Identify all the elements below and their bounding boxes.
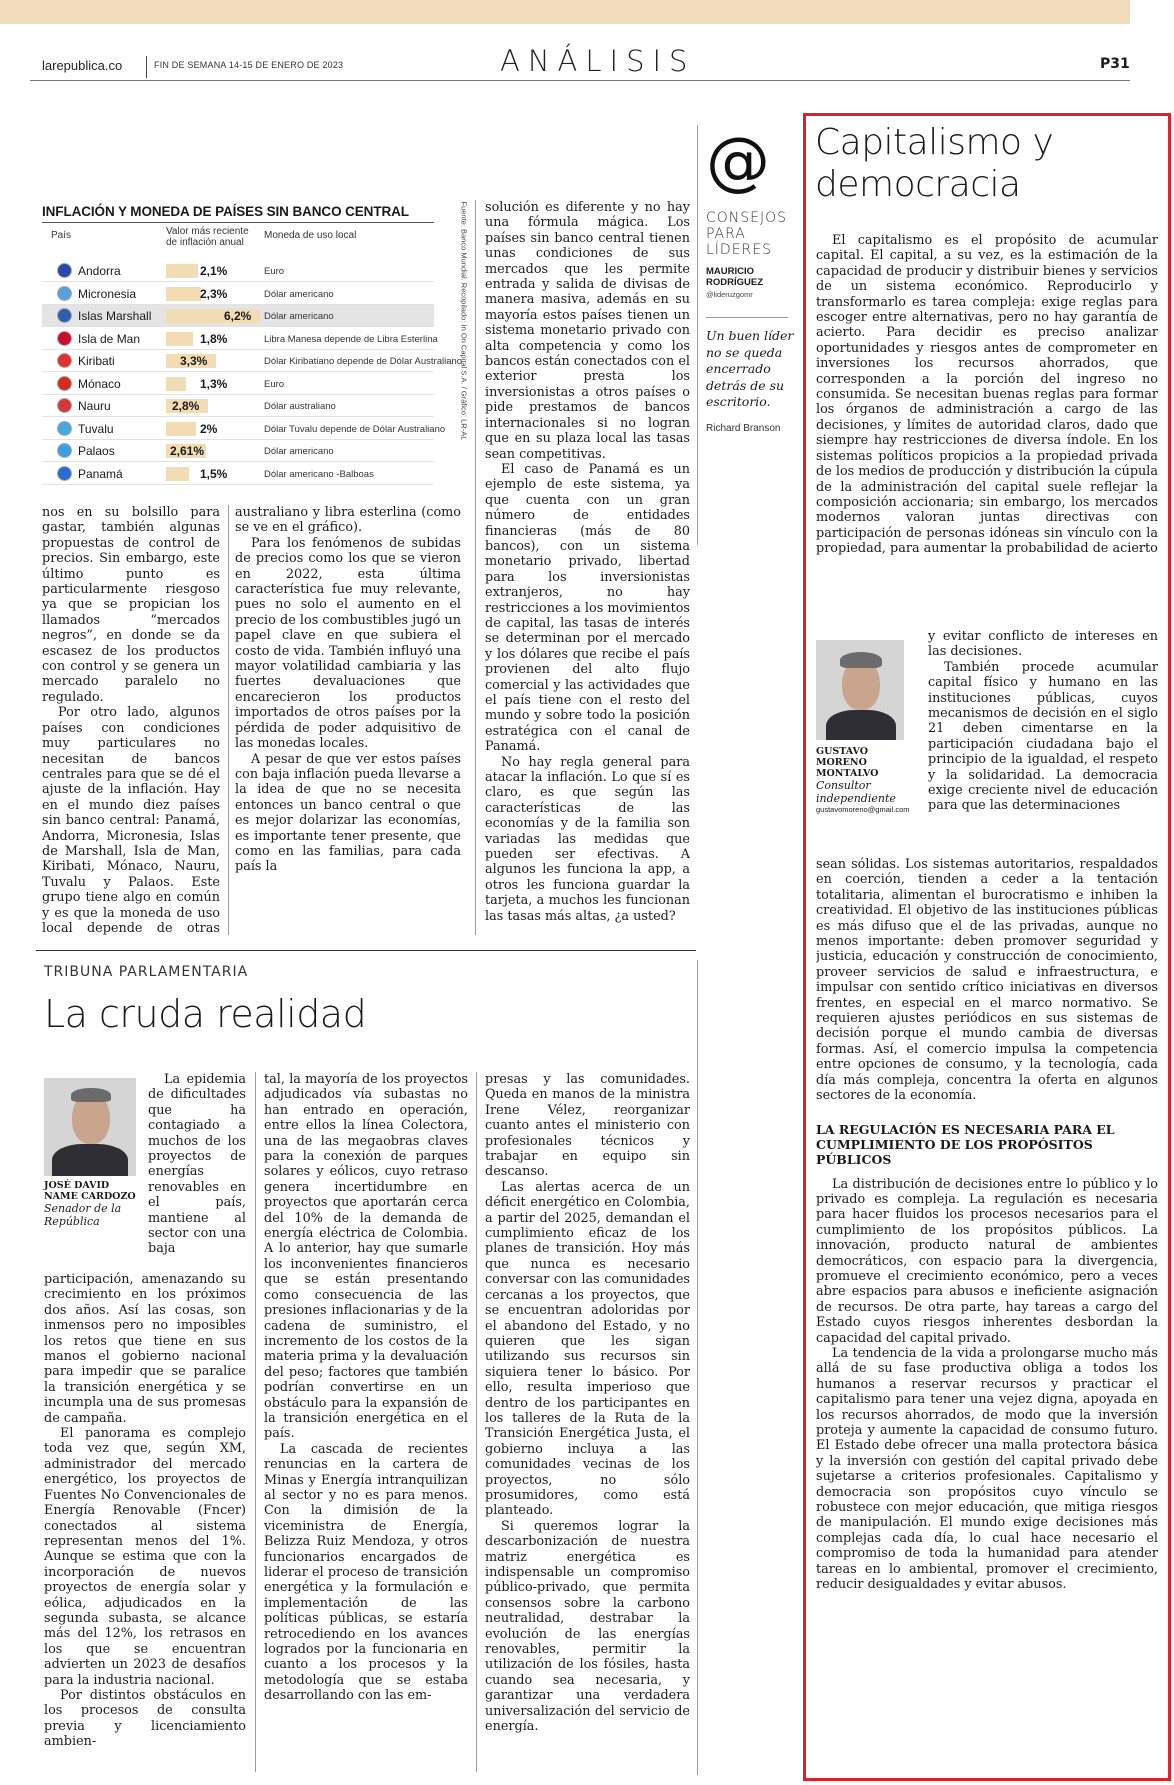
paragraph: La distribución de decisiones entre lo público y lo privado es compleja. La regulación es necesaria para hacer fluidos los procesos necesarios para el cumplimiento de los propósitos públicos. La innovación, producto natural de ambientes democráticos, con espacio para la divergencia, promueve el crecimiento económico, pero a veces abre espacios para abusos e ineficiente asignación de recursos. De otra parte, hay tareas a cargo del Estado cuyos riesgos inherentes desbordan la capacidad del capital privado. [816,1176,1158,1346]
table-row [42,373,434,395]
inflation-value: 3,3% [180,354,208,368]
paragraph: La tendencia de la vida a prolongarse mucho más allá de su fase productiva obliga a todos los humanos a reservar recursos y practicar el capitalismo para tener una vejez digna, apoyada en los recursos ahorrados, de modo que la inversión proteja y aumente la capacidad de consumo futuro. El Estado debe ofrecer una malla protectora básica y la inversión con gestión del capital privado debe sujetarse a criterios profesionales. Capitalismo y democracia son propósitos cuyo vínculo se robustece con mejor educación, que mitiga riesgos de manipulación. El mundo exige decisiones más complejas cada día, lo cual hace necesario el compromiso de toda la humanidad para atender tareas en lo ambiental, promover el crecimiento, reducir desigualdades y evitar abusos. [816,1345,1158,1593]
quote-source: Richard Branson [706,422,781,434]
flag-icon [57,308,72,323]
header-rule [30,80,1130,81]
author-photo [816,640,904,740]
page-header [0,44,1174,84]
inflation-value: 2% [200,421,218,436]
paragraph: participación, amenazando su crecimiento en los próximos dos años. Así las cosas, son inmensos pero no imposibles los retos que tiene en sus manos el gobierno nacional para impedir que se paralice la transición energética y se incumpla una de sus promesas de campaña. [44,1272,246,1426]
article3-col2 [264,1072,468,1772]
paragraph: El caso de Panamá es un ejemplo de este sistema, ya que cuenta con un gran número de entidades financieras (más de 80 bancos), con un sistema monetario privado, libertad para los inversionistas extranjeros, no hay restricciones a los movimientos de capital, las tasas de interés se determinan por el mercado y los dólares que recibe el país provienen del alto flujo comercial y las actividades que el país tiene con el resto del mundo y sobre todo la posición estratégica con el canal de Panamá. [485,461,690,755]
paragraph: El panorama es complejo toda vez que, según XM, administrador del mercado energético, los proyectos de Fuentes No Convencionales de Energía Renovable (Fncer) conectados al sistema representan menos del 1%. Aunque se estima que con la incorporación de nuevos proyectos de energía solar y eólica, adjudicados en la segunda subasta, se alcance más del 12%, los retrasos en los que se encuentran advierten un 2023 de desafíos para la industria nacional. [44,1426,246,1688]
inflation-value: 1,5% [200,466,228,481]
inflation-value: 6,2% [224,309,252,323]
inflation-bar [166,287,201,301]
paragraph: Por otro lado, algunos países con condiciones muy particulares no necesitan de bancos centrales para que se dé el ajuste de la inflación. Hay en el mundo diez países sin banco central: Panamá, Andorra, Micronesia, Islas de Marshall, Isla de Man, Kiribati, Mónaco, Nauru, Tuvalu y Palaos. Este grupo tiene algo en común y es que la moneda de uso local depende de otras [42,705,220,935]
column-header-currency: Moneda de uso local [264,230,357,241]
article3-col1 [44,1272,246,1772]
currency-name: Dólar Kiribatiano depende de Dólar Australiano [264,356,463,367]
flag-icon [57,331,72,346]
paragraph: También procede acumular capital físico y humano en las instituciones públicas, cuyos mecanismos de decisión en el siglo 21 deben cimentarse en la participación ciudadana bajo el principio de la igualdad, el respeto y la solidaridad. La democracia exige creciente nivel de educación para que las determinaciones [928,659,1158,814]
table-row [42,395,434,417]
section-divider [36,950,696,951]
article2-subhead: LA REGULACIÓN ES NECESARIA PARA EL CUMPLIMIENTO DE LOS PROPÓSITOS PÚBLICOS [816,1121,1115,1167]
column-divider [697,960,698,1775]
paragraph: La epidemia de dificultades que ha contagiado a muchos de los proyectos de energías renovables en el país, mantiene al sector con una baja [148,1072,246,1257]
country-name: Mónaco [78,376,121,391]
inflation-value: 1,8% [200,331,228,346]
column-divider [255,1072,256,1772]
inflation-bar [166,422,196,436]
article3-kicker: TRIBUNA PARLAMENTARIA [44,964,249,980]
author-email: gustavomoreno@gmail.com [816,805,910,814]
paragraph: A pesar de que ver estos países con baja inflación pueda llevarse a la idea de que no se necesita entonces un banco central o que es mejor dolarizar las economías, es importante tener presente, que como en las familias, para cada país la [235,751,461,875]
author-name: GUSTAVO MORENO MONTALVO [816,746,879,779]
table-row [42,283,434,305]
article2-body [816,857,1158,1767]
flag-icon [57,443,72,458]
table-row [42,260,434,282]
page-number: P31 [1100,56,1130,72]
paragraph: solución es diferente y no hay una fórmula mágica. Los países sin banco central tienen unas condiciones de sus mercados que les permite entrada y salida de divisas de manera masiva, además en su mayoría estos países tienen un sistema monetario privado con alta competencia y como los bancos están conectados con el exterior presta los inversionistas a otros países o pide prestamos de bancos internacionales si no logran que en su plaza local las tasas sean competitivas. [485,200,690,462]
paragraph: Las alertas acerca de un déficit energético en Colombia, a partir del 2025, demandan el cumplimiento eficaz de los planes de transición. Hoy más que nunca es necesario conversar con las comunidades cercanas a los proyectos, que se encuentran adoloridas por el abandono del Estado, y no quieren que les sigan utilizando sus recursos sin siquiera tener lo básico. Por ello, resulta imperioso que dentro de los participantes en los talleres de la Ruta de la Transición Energética Justa, el gobierno incluya a las comunidades vecinas de los proyectos, no sólo prosumidores, como está planteado. [485,1179,690,1519]
consejos-quote: Un buen líder no se queda encerrado detrás de su escritorio. [706,328,794,409]
table-row [42,418,446,440]
table-row [42,305,434,327]
site-name: larepublica.co [42,58,123,73]
paragraph: australiano y libra esterlina (como se ve en el gráfico). [235,505,461,536]
table-row [42,463,434,485]
inflation-bar [166,377,186,391]
flag-icon [57,466,72,481]
country-name: Palaos [78,444,115,458]
article1-col1 [42,505,220,935]
consejos-author: MAURICIO RODRÍGUEZ [706,266,763,288]
article3-wrap [148,1072,246,1274]
table-row [42,350,463,372]
column-divider [697,125,698,545]
at-symbol-icon: @ [706,125,770,199]
chart-source: Fuente: Banco Mundial. Recopilado: In On Capital S.A. / Gráfico: LR-AL [459,201,469,441]
paragraph: y evitar conflicto de intereses en las decisiones. [928,629,1158,660]
row-divider [42,484,434,485]
country-name: Panamá [78,466,123,481]
article2-intro [816,233,1158,617]
paragraph: Por distintos obstáculos en los procesos de consulta previa y licenciamiento ambien- [44,1687,246,1750]
author-byline [816,746,908,814]
column-divider [476,1072,477,1772]
flag-icon [57,376,72,391]
chart-title: INFLACIÓN Y MONEDA DE PAÍSES SIN BANCO CENTRAL [42,204,409,219]
article1-col2 [235,505,461,935]
column-header-country: País [51,230,72,241]
author-role: Senador de la República [44,1202,122,1228]
country-name: Islas Marshall [78,309,152,323]
currency-name: Euro [264,266,285,277]
inflation-value: 2,1% [200,264,228,278]
currency-name: Dólar Tuvalu depende de Dólar Australiano [264,423,446,435]
flag-icon [57,286,72,301]
consejos-divider [706,317,788,318]
chart-rule [42,222,434,223]
paragraph: El capitalismo es el propósito de acumular capital. El capital, a su vez, es la estimación de la capacidad de producir y distribuir bienes y servicios de un sistema económico. Reproducirlo y transformarlo es tarea compleja: exige reglas para escoger entre alternativas, pero no hay garantía de acierto. Para decidir es preciso analizar oportunidades y riesgos antes de comprometer en inversiones los recursos ahorrados, que corresponden a la porción del ingreso no consumida. Se necesitan buenas reglas para formar los órganos de administración a cargo de las decisiones, y límites de autoridad claros, dado que siempre hay restricciones de diversa índole. En los sistemas políticos propicios a la propiedad privada de los medios de producción y distribución la cúpula de la administración del capital suele reflejar la composición accionaria; sin embargo, los mercados modernos valoran juntas directivas con participación de personas idóneas sin vínculo con la propiedad, para aumentar la probabilidad de acierto [816,233,1158,557]
article3-col3 [485,1072,690,1772]
currency-name: Dólar australiano [264,401,336,412]
issue-date: FIN DE SEMANA 14-15 DE ENERO DE 2023 [154,60,344,70]
paragraph: Para los fenómenos de subidas de precios como los que se vieron en 2022, esta última característica fue muy relevante, pues no solo el aumento en el precio de los combustibles jugó un papel clave en que subiera el costo de vida. También influyó una mayor volatilidad cambiaria y las fuertes devaluaciones que encarecieron los productos importados de otros países por la pérdida de poder adquisitivo de las monedas locales. [235,535,461,752]
article3-title: La cruda realidad [44,992,367,1036]
flag-icon [57,353,72,368]
top-color-band [0,0,1130,24]
currency-name: Libra Manesa depende de Libra Esterlina [264,333,438,345]
country-name: Isla de Man [78,331,141,346]
inflation-bar [166,332,193,346]
paragraph: nos en su bolsillo para gastar, también algunas propuestas de control de precios. Sin embargo, este último punto es particularmente riesgoso ya que se propician los llamados “mercados negros”, en donde se da escasez de los productos con control y se genera un mercado paralelo no regulado. [42,505,220,705]
currency-name: Dólar americano [264,288,334,300]
inflation-bar [166,264,198,278]
inflation-bar [166,467,189,481]
author-role: Consultor independiente [816,779,896,805]
author-name: JOSÉ DAVID NAME CARDOZO [44,1180,136,1202]
country-name: Kiribati [78,354,115,368]
currency-name: Dólar americano [264,446,334,457]
consejos-handle: @lideruzgomr [706,290,753,299]
article2-title: Capitalismo y democracia [815,122,1054,205]
paragraph: sean sólidas. Los sistemas autoritarios, respaldados en coerción, tienden a ceder a la tentación totalitaria, alimentan el burocratismo e inhiben la creatividad. El objetivo de las instituciones públicas es más difuso que el de las privadas, aunque no menos importante: deben promover seguridad y justicia, educación y construcción de conocimiento, proveer servicios de salud e infraestructura, e impulsar con sentido crítico iniciativas en diversos frentes, en especial en el marco normativo. Se requieren ajustes periódicos en sus sistemas de decisión porque el mundo cambia de diversas formas. Así, el comercio impulsa la competencia entre opciones de consumo, y la tecnología, cada día más compleja, concentra la oferta en algunos sectores de la economía. [816,857,1158,1104]
article2-wrap [928,629,1158,854]
inflation-value: 2,8% [172,399,200,413]
flag-icon [57,398,72,413]
inflation-value: 2,3% [200,286,228,301]
article1-col3 [485,200,690,940]
consejos-title: CONSEJOS PARA LÍDERES [706,210,788,258]
paragraph: Si queremos lograr la descarbonización de nuestra matriz energética es indispensable un compromiso público-privado, que permita consensos sobre la carbono neutralidad, destrabar la evolución de las energías renovables, permitir la utilización de los fósiles, hasta cuando sea necesaria, y garantizar una verdadera universalización del servicio de energía. [485,1518,690,1735]
paragraph: tal, la mayoría de los proyectos adjudicados vía subastas no han entrado en operación, entre ellos la línea Colectora, una de las megaobras claves para la conexión de parques solares y eólicos, cuyo retraso genera incertidumbre en proyectos que aportarán cerca del 10% de la demanda de energía eléctrica de Colombia. A lo anterior, hay que sumarle los inconvenientes financieros que se están presentando como consecuencia de las presiones inflacionarias y de la cadena de suministro, el incremento de los costos de la materia prima y la devaluación del peso; factores que también podrían convertirse en un obstáculo para la expansión de la transición energética en el país. [264,1072,468,1442]
inflation-value: 2,61% [170,444,205,458]
currency-name: Euro [264,378,285,390]
paragraph: No hay regla general para atacar la inflación. Lo que sí es claro, es que según las características de las economías y de la familia son variadas las medidas que pueden ser efectivas. A algunos les funciona la app, a otros les funciona guardar la tarjeta, a muchos les funcionan las tasas más altas, ¿a usted? [485,754,690,924]
author-byline [44,1180,144,1228]
column-divider [475,200,476,935]
consejos-sidebar [706,125,798,434]
table-row [42,328,438,350]
flag-icon [57,421,72,436]
section-title: ANÁLISIS [500,44,696,78]
column-divider [228,505,229,935]
currency-name: Dólar americano -Balboas [264,468,374,480]
country-name: Micronesia [78,286,137,301]
currency-name: Dólar americano [264,311,334,322]
paragraph: La cascada de recientes renuncias en la cartera de Minas y Energía intranquilizan al sector y no es para menos. Con la dimisión de la viceministra de Energía, Belizza Ruiz Mendoza, y otros funcionarios encargados de liderar el proceso de transición energética y la formulación e implementación de las políticas públicas, se estaría retrocediendo en los avances logrados por la funcionaria en cuanto a los procesos y la metodología que se estaba desarrollando con las em- [264,1441,468,1704]
country-name: Nauru [78,399,111,413]
author-photo [44,1078,136,1176]
inflation-table [42,200,463,485]
paragraph: presas y las comunidades. Queda en manos de la ministra Irene Vélez, reorganizar cuanto antes el ministerio con profesionales técnicos y trabajar en equipo sin descanso. [485,1072,690,1180]
column-header-inflation: Valor más reciente de inflación anual [166,226,249,248]
inflation-value: 1,3% [200,376,228,391]
country-name: Tuvalu [78,421,114,436]
country-name: Andorra [78,264,121,278]
flag-icon [57,263,72,278]
table-row [42,440,434,462]
header-divider [146,56,147,78]
